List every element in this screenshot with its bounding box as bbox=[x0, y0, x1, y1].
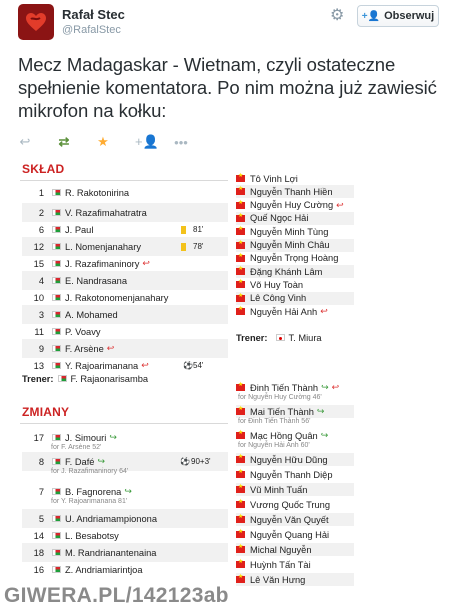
player-name: R. Rakotonirina bbox=[65, 187, 130, 198]
madagascar-player-row bbox=[22, 183, 228, 202]
follow-button[interactable] bbox=[357, 5, 439, 27]
madagascar-flag-icon bbox=[52, 189, 61, 196]
player-name: Vương Quốc Trung bbox=[250, 499, 331, 510]
player-name: Mạc Hồng Quân bbox=[250, 430, 318, 441]
vietnam-flag-icon bbox=[236, 561, 245, 568]
vietnam-flag-icon bbox=[236, 295, 245, 302]
player-name: Nguyễn Hữu Dũng bbox=[250, 454, 328, 465]
vietnam-flag-icon bbox=[236, 471, 245, 478]
author-handle[interactable]: @RafalStec bbox=[62, 24, 121, 36]
player-name: A. Mohamed bbox=[65, 309, 118, 320]
yellow-card-icon bbox=[181, 226, 186, 234]
madagascar-flag-icon bbox=[52, 311, 61, 318]
vietnam-flag-icon bbox=[236, 202, 245, 209]
player-name: Nguyễn Thanh Hiền bbox=[250, 186, 333, 197]
retweet-icon[interactable]: ⇄ bbox=[58, 134, 70, 149]
player-number: 11 bbox=[34, 326, 44, 337]
event-minute: 54' bbox=[193, 361, 204, 370]
vietnam-sub-row bbox=[236, 468, 354, 481]
ball-icon: ⚽ bbox=[183, 361, 193, 370]
player-name: J. Simouri bbox=[65, 432, 107, 443]
player-name: L. Besabotsy bbox=[65, 530, 119, 541]
madagascar-flag-icon bbox=[52, 294, 61, 301]
substitution-on-icon: ↪ bbox=[320, 430, 329, 440]
madagascar-flag-icon bbox=[52, 458, 61, 465]
vietnam-sub-row bbox=[236, 543, 354, 556]
vietnam-flag-icon bbox=[236, 576, 245, 583]
yellow-card-icon bbox=[181, 243, 186, 251]
substitution-off-icon: ↩ bbox=[320, 306, 328, 316]
vietnam-player-row bbox=[236, 305, 354, 318]
player-number: 17 bbox=[33, 432, 44, 443]
subs-divider bbox=[20, 423, 228, 424]
player-number: 3 bbox=[38, 309, 44, 320]
player-name: J. Paul bbox=[65, 224, 94, 235]
vietnam-sub-row bbox=[236, 429, 354, 442]
substitution-note: for Y. Rajoarimanana 81' bbox=[51, 498, 128, 505]
add-user-icon: +👤 bbox=[361, 10, 381, 22]
vietnam-player-row bbox=[236, 225, 354, 238]
player-name: Nguyễn Quang Hải bbox=[250, 529, 330, 540]
player-name: Huỳnh Tấn Tài bbox=[250, 559, 311, 570]
lineup-divider bbox=[20, 180, 228, 181]
player-name: Võ Huy Toàn bbox=[250, 279, 304, 290]
vietnam-sub-row bbox=[236, 381, 354, 394]
substitution-off-icon: ↩ bbox=[336, 199, 344, 210]
player-name: L. Nomenjanahary bbox=[65, 241, 141, 252]
player-name: M. Randrianantenaina bbox=[65, 547, 157, 558]
vietnam-flag-icon bbox=[236, 175, 245, 182]
player-name: Lê Văn Hưng bbox=[250, 574, 306, 585]
gear-icon[interactable]: ⚙ bbox=[330, 7, 345, 24]
vietnam-player-row bbox=[236, 185, 354, 198]
player-name: Y. Rajoarimanana bbox=[65, 360, 139, 371]
player-name: Tô Vinh Lợi bbox=[250, 173, 298, 184]
vietnam-sub-row bbox=[236, 513, 354, 526]
player-number: 10 bbox=[33, 292, 44, 303]
madagascar-flag-icon bbox=[52, 434, 61, 441]
player-number: 14 bbox=[33, 530, 44, 541]
avatar-heart-icon bbox=[24, 10, 48, 34]
vietnam-flag-icon bbox=[236, 501, 245, 508]
madagascar-flag-icon bbox=[52, 277, 61, 284]
player-name: Đinh Tiến Thành bbox=[250, 382, 319, 393]
vietnam-sub-row bbox=[236, 483, 354, 496]
substitution-on-icon: ↪ bbox=[109, 432, 117, 442]
substitution-on-icon: ↪ bbox=[321, 382, 329, 392]
madagascar-flag-icon bbox=[52, 532, 61, 539]
player-number: 15 bbox=[33, 258, 44, 269]
event-minute: 90+3' bbox=[191, 457, 211, 466]
madagascar-flag-icon bbox=[52, 260, 61, 267]
player-name: Nguyễn Huy Cường bbox=[250, 200, 334, 211]
favorite-icon[interactable]: ★ bbox=[97, 134, 109, 149]
player-number: 4 bbox=[38, 275, 44, 286]
substitution-off-icon: ↩ bbox=[106, 343, 115, 353]
madagascar-flag-icon bbox=[52, 566, 61, 573]
player-name: Lê Công Vinh bbox=[250, 293, 307, 304]
player-name: Nguyễn Văn Quyết bbox=[250, 514, 329, 525]
ball-icon: ⚽ bbox=[180, 457, 190, 466]
author-name[interactable]: Rafał Stec bbox=[62, 7, 125, 22]
reply-icon[interactable]: ↩ bbox=[19, 134, 31, 149]
coach-label-vn: Trener: bbox=[236, 332, 268, 343]
player-number: 8 bbox=[38, 456, 44, 467]
vietnam-flag-icon bbox=[236, 384, 245, 391]
player-number: 12 bbox=[33, 241, 44, 252]
madagascar-flag-icon bbox=[52, 488, 61, 495]
player-number: 16 bbox=[33, 564, 44, 575]
vietnam-player-row bbox=[236, 252, 354, 265]
player-name: F. Arsène bbox=[65, 343, 104, 354]
substitution-on-icon: ↪ bbox=[124, 486, 132, 496]
player-name: Nguyễn Thanh Diệp bbox=[250, 469, 333, 480]
vietnam-flag-icon bbox=[236, 228, 245, 235]
vietnam-flag-icon bbox=[236, 281, 245, 288]
vietnam-flag-icon bbox=[236, 255, 245, 262]
vietnam-flag-icon bbox=[236, 188, 245, 195]
japan-flag-icon bbox=[276, 334, 285, 341]
player-number: 2 bbox=[38, 207, 44, 218]
madagascar-sub-row bbox=[22, 560, 228, 579]
madagascar-coach-row bbox=[22, 369, 228, 388]
event-minute: 81' bbox=[193, 225, 204, 234]
player-number: 9 bbox=[38, 343, 44, 354]
tweet-text: Mecz Madagaskar - Wietnam, czyli ostateczne spełnienie komentatora. Po nim można już zawiesić mikrofon na kołku: bbox=[18, 54, 437, 121]
madagascar-flag-icon bbox=[52, 515, 61, 522]
vietnam-sub-row bbox=[236, 453, 354, 466]
vietnam-sub-row bbox=[236, 498, 354, 511]
avatar[interactable] bbox=[18, 4, 54, 40]
madagascar-flag-icon bbox=[52, 549, 61, 556]
vietnam-player-row bbox=[236, 212, 354, 225]
player-number: 7 bbox=[38, 486, 44, 497]
vietnam-flag-icon bbox=[236, 242, 245, 249]
vietnam-player-row bbox=[236, 239, 354, 252]
vietnam-player-row bbox=[236, 278, 354, 291]
subs-title: ZMIANY bbox=[22, 405, 70, 419]
madagascar-flag-icon bbox=[52, 345, 61, 352]
player-name: Đặng Khánh Lâm bbox=[250, 266, 323, 277]
vietnam-player-row bbox=[236, 172, 354, 185]
madagascar-flag-icon bbox=[52, 209, 61, 216]
player-name: J. Razafimaninory bbox=[65, 258, 140, 269]
player-name: E. Nandrasana bbox=[65, 275, 128, 286]
vietnam-flag-icon bbox=[236, 408, 245, 415]
vietnam-sub-row bbox=[236, 528, 354, 541]
follow-button-label: Obserwuj bbox=[384, 10, 435, 22]
player-name: Nguyễn Hải Anh bbox=[250, 306, 318, 317]
vietnam-flag-icon bbox=[236, 546, 245, 553]
player-number: 6 bbox=[38, 224, 44, 235]
vietnam-flag-icon bbox=[236, 268, 245, 275]
substitution-note: for F. Arsène 52' bbox=[51, 444, 102, 451]
player-name: B. Fagnorena bbox=[65, 486, 122, 497]
player-name: J. Rakotonomenjanahary bbox=[65, 292, 169, 303]
player-name: Nguyễn Minh Tùng bbox=[250, 226, 329, 237]
substitution-on-icon: ↪ bbox=[316, 406, 325, 416]
player-name: Z. Andriamiarintjoa bbox=[65, 564, 143, 575]
madagascar-flag-icon bbox=[58, 375, 67, 382]
vietnam-flag-icon bbox=[236, 215, 245, 222]
substitution-off-icon: ↩ bbox=[142, 258, 150, 268]
player-name: Michal Nguyễn bbox=[250, 544, 312, 555]
vietnam-coach: T. Miura bbox=[288, 332, 322, 343]
player-number: 5 bbox=[38, 513, 44, 524]
vietnam-flag-icon bbox=[236, 432, 245, 439]
vietnam-flag-icon bbox=[236, 456, 245, 463]
substitution-note: for Nguyễn Huy Cường 46' bbox=[238, 394, 322, 401]
madagascar-coach: F. Rajaonarisamba bbox=[70, 373, 149, 384]
vietnam-player-row bbox=[236, 292, 354, 305]
substitution-on-icon: ↪ bbox=[97, 456, 105, 466]
player-number: 13 bbox=[33, 360, 44, 371]
player-name: P. Voavy bbox=[65, 326, 101, 337]
player-number: 18 bbox=[33, 547, 44, 558]
vietnam-player-row bbox=[236, 199, 354, 212]
substitution-off-icon: ↩ bbox=[331, 382, 340, 392]
substitution-note: for Nguyễn Hải Anh 60' bbox=[238, 442, 310, 449]
vietnam-flag-icon bbox=[236, 308, 245, 315]
player-number: 1 bbox=[38, 187, 44, 198]
vietnam-player-row bbox=[236, 265, 354, 278]
madagascar-flag-icon bbox=[52, 362, 61, 369]
vietnam-sub-row bbox=[236, 573, 354, 586]
tweet-actions bbox=[18, 134, 213, 150]
event-minute: 78' bbox=[193, 242, 204, 251]
vietnam-flag-icon bbox=[236, 516, 245, 523]
lineup-title: SKŁAD bbox=[22, 162, 65, 176]
madagascar-flag-icon bbox=[52, 328, 61, 335]
player-name: U. Andriamampionona bbox=[65, 513, 157, 524]
substitution-off-icon: ↩ bbox=[141, 360, 149, 370]
vietnam-flag-icon bbox=[236, 531, 245, 538]
vietnam-coach-row bbox=[236, 328, 354, 347]
player-name: Vũ Minh Tuấn bbox=[250, 484, 308, 495]
player-name: V. Razafimahatratra bbox=[65, 207, 147, 218]
player-name: F. Dafé bbox=[65, 456, 95, 467]
vietnam-sub-row bbox=[236, 405, 354, 418]
player-name: Mai Tiến Thành bbox=[250, 406, 314, 417]
follow-icon[interactable]: +👤 bbox=[135, 134, 159, 149]
player-name: Quế Ngọc Hải bbox=[250, 213, 309, 224]
coach-label: Trener: bbox=[22, 373, 54, 384]
vietnam-flag-icon bbox=[236, 486, 245, 493]
madagascar-flag-icon bbox=[52, 226, 61, 233]
player-name: Nguyễn Trọng Hoàng bbox=[250, 253, 339, 264]
madagascar-flag-icon bbox=[52, 243, 61, 250]
vietnam-sub-row bbox=[236, 558, 354, 571]
watermark: GIWERA.PL/142123ab bbox=[4, 584, 229, 607]
player-name: Nguyễn Minh Châu bbox=[250, 240, 330, 250]
more-icon[interactable]: ••• bbox=[174, 134, 188, 150]
substitution-note: for J. Razafimaninory 64' bbox=[51, 468, 129, 475]
substitution-note: for Đinh Tiến Thành 56' bbox=[238, 418, 311, 425]
